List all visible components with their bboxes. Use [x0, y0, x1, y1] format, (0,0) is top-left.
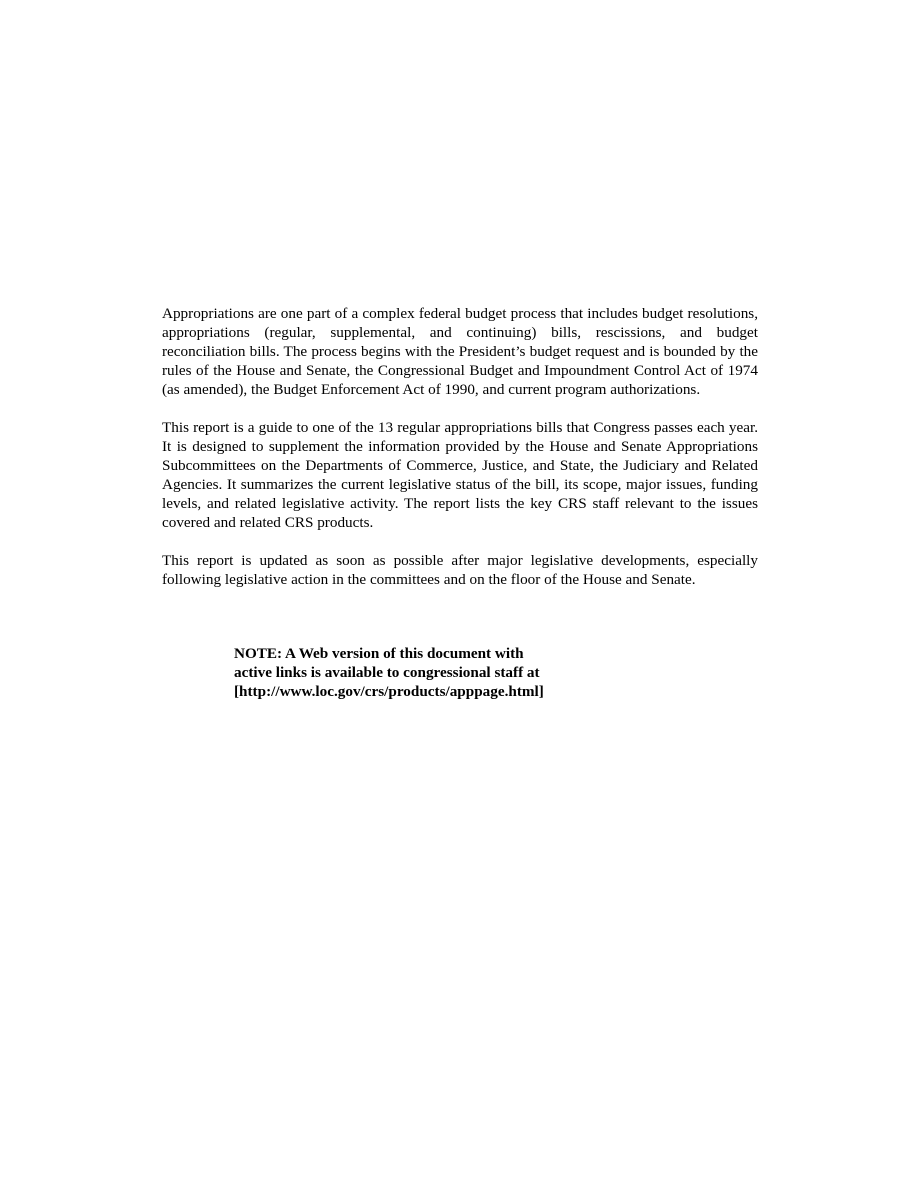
web-version-note	[234, 644, 654, 701]
paragraph-budget-process: Appropriations are one part of a complex federal budget process that includes budget resolutions, appropriations (regular, supplemental, and continuing) bills, rescissions, and budget reconciliation bills. The process begins with the President’s budget request and is bounded by the rules of the House and Senate, the Congressional Budget and Impoundment Control Act of 1974 (as amended), the Budget Enforcement Act of 1990, and current program authorizations.	[162, 305, 758, 398]
note-line-2: active links is available to congressional staff at	[234, 664, 540, 681]
note-line-1: NOTE: A Web version of this document with	[234, 645, 524, 662]
paragraph-update-policy: This report is updated as soon as possible after major legislative developments, especially following legislative action in the committees and on the floor of the House and Senate.	[162, 552, 758, 588]
paragraph-report-guide: This report is a guide to one of the 13 regular appropriations bills that Congress passes each year. It is designed to supplement the information provided by the House and Senate Appropriations Subcommittees on the Departments of Commerce, Justice, and State, the Judiciary and Related Agencies. It summarizes the current legislative status of the bill, its scope, major issues, funding levels, and related legislative activity. The report lists the key CRS staff relevant to the issues covered and related CRS products.	[162, 419, 758, 531]
summary-text	[162, 304, 758, 608]
note-url: [http://www.loc.gov/crs/products/apppage.html]	[234, 683, 544, 700]
